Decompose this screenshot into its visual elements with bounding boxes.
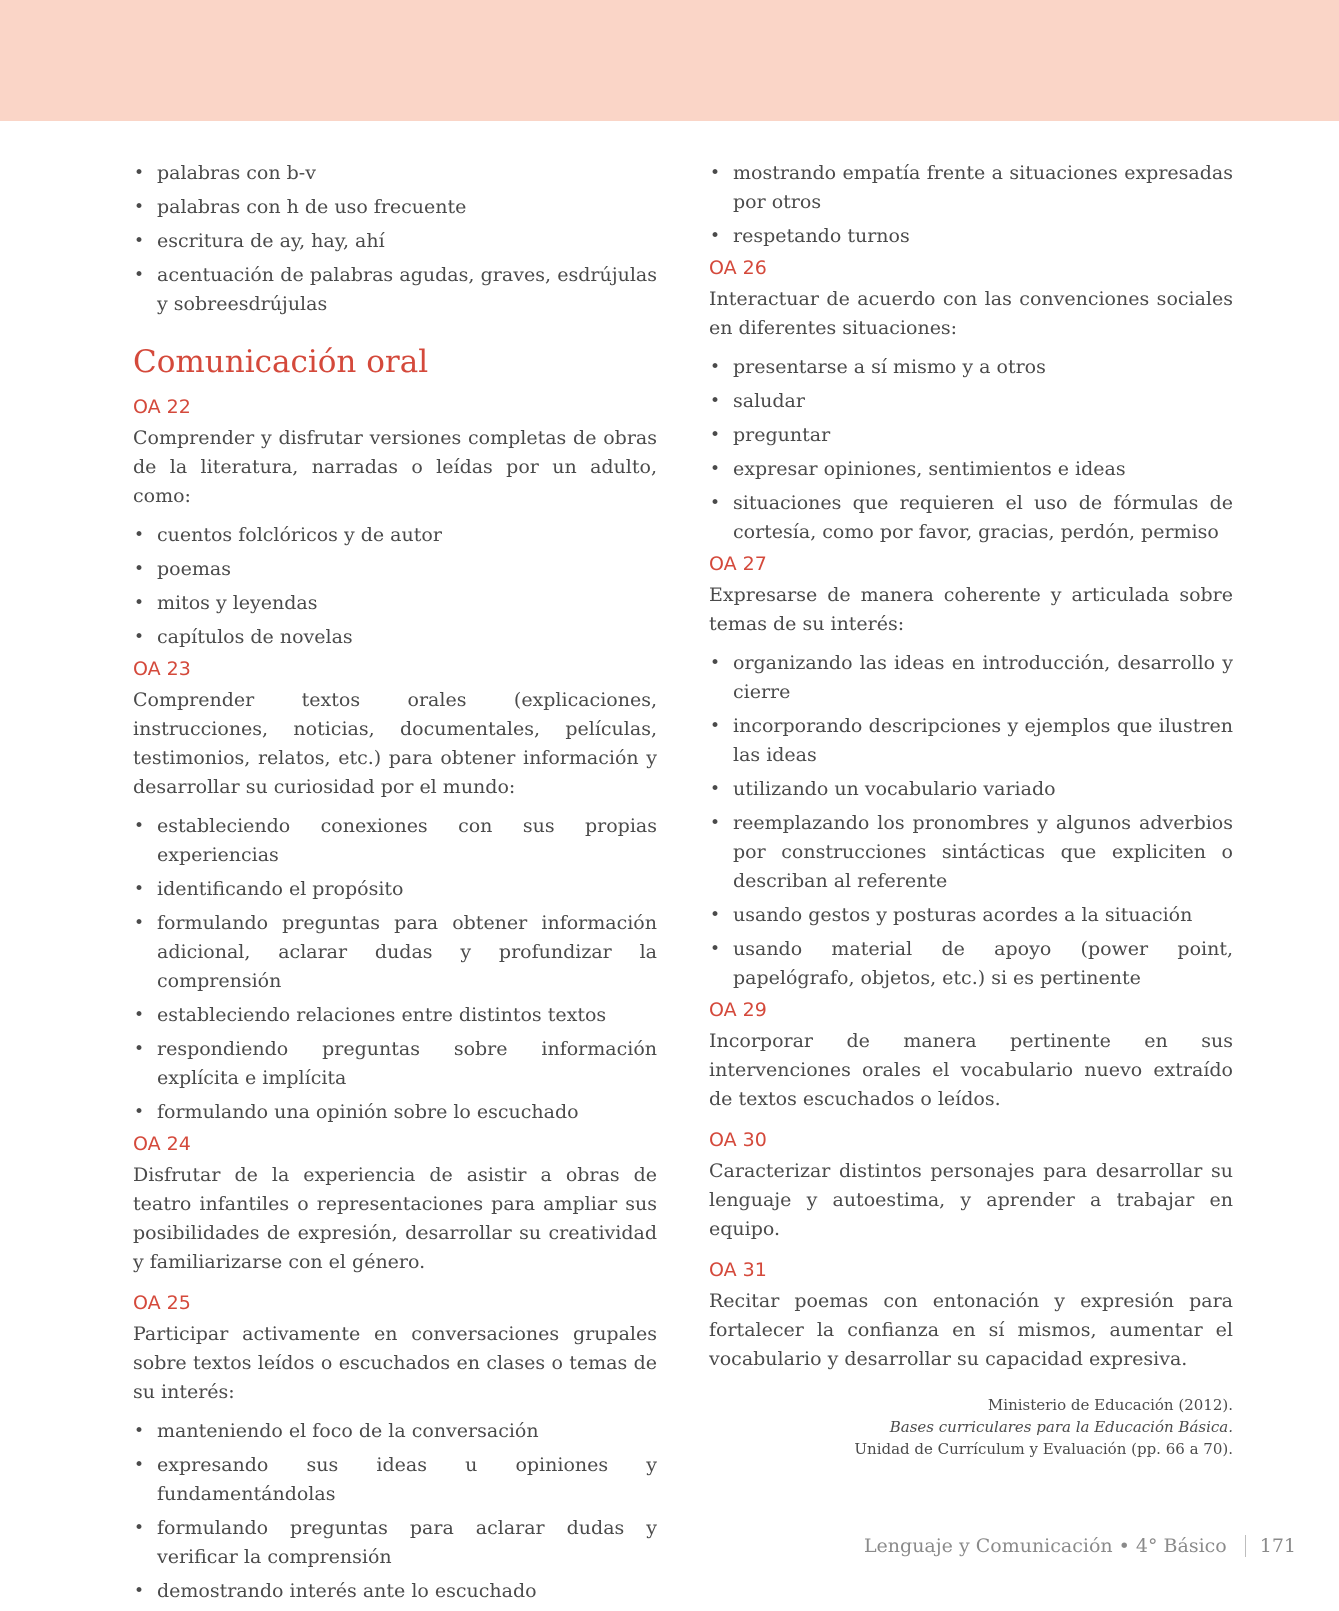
oa-22-code: OA 22 <box>133 396 191 418</box>
citation-author: Ministerio de Educación (2012). <box>987 1396 1233 1414</box>
list-item: • respetando turnos <box>709 222 1233 251</box>
list-item: • formulando preguntas para obtener información adicional, aclarar dudas y profundizar la comprensión <box>133 909 657 996</box>
list-item: • estableciendo relaciones entre distintos textos <box>133 1001 657 1030</box>
list-item: • presentarse a sí mismo y a otros <box>709 353 1233 382</box>
oa-27-list <box>709 649 1233 993</box>
list-item: • usando material de apoyo (power point, papelógrafo, objetos, etc.) si es pertinente <box>709 935 1233 993</box>
list-item: • demostrando interés ante lo escuchado <box>133 1577 657 1606</box>
continued-list <box>709 159 1233 251</box>
list-item: • usando gestos y posturas acordes a la situación <box>709 901 1233 930</box>
list-item: • identificando el propósito <box>133 875 657 904</box>
spelling-list <box>133 159 657 319</box>
oa-24-code: OA 24 <box>133 1133 191 1155</box>
list-item: • estableciendo conexiones con sus propias experiencias <box>133 812 657 870</box>
list-item: • palabras con b-v <box>133 159 657 188</box>
oa-29-text: Incorporar de manera pertinente en sus intervenciones orales el vocabulario nuevo extraído de textos escuchados o leídos. <box>709 1030 1233 1110</box>
oa-30-code: OA 30 <box>709 1129 767 1151</box>
oa-31-code: OA 31 <box>709 1259 767 1281</box>
list-item: • reemplazando los pronombres y algunos adverbios por construcciones sintácticas que expliciten o describan al referente <box>709 809 1233 896</box>
oa-27-code: OA 27 <box>709 553 767 575</box>
oa-26-code: OA 26 <box>709 257 767 279</box>
footer-divider <box>1245 1535 1246 1557</box>
list-item: • respondiendo preguntas sobre información explícita e implícita <box>133 1035 657 1093</box>
right-column <box>709 159 1233 1460</box>
oa-25-list <box>133 1417 657 1606</box>
oa-25-text: Participar activamente en conversaciones grupales sobre textos leídos o escuchados en clases o temas de su interés: <box>133 1323 657 1403</box>
list-item: • mostrando empatía frente a situaciones expresadas por otros <box>709 159 1233 217</box>
citation-title: Bases curriculares para la Educación Básica. <box>889 1418 1233 1436</box>
list-item: • acentuación de palabras agudas, graves, esdrújulas y sobreesdrújulas <box>133 261 657 319</box>
list-item: • manteniendo el foco de la conversación <box>133 1417 657 1446</box>
list-item: • expresando sus ideas u opiniones y fundamentándolas <box>133 1451 657 1509</box>
list-item: • saludar <box>709 387 1233 416</box>
list-item: • organizando las ideas en introducción, desarrollo y cierre <box>709 649 1233 707</box>
list-item: • escritura de ay, hay, ahí <box>133 227 657 256</box>
list-item: • poemas <box>133 555 657 584</box>
list-item: • capítulos de novelas <box>133 623 657 652</box>
header-band <box>0 0 1339 121</box>
oa-30-text: Caracterizar distintos personajes para desarrollar su lenguaje y autoestima, y aprender a trabajar en equipo. <box>709 1160 1233 1240</box>
left-column <box>133 159 657 1611</box>
oa-22-list <box>133 521 657 652</box>
list-item: • formulando una opinión sobre lo escuchado <box>133 1098 657 1127</box>
oa-22-text: Comprender y disfrutar versiones completas de obras de la literatura, narradas o leídas por un adulto, como: <box>133 427 657 507</box>
oa-26-list <box>709 353 1233 547</box>
oa-23-text: Comprender textos orales (explicaciones, instrucciones, noticias, documentales, películas, testimonios, relatos, etc.) para obtener información y desarrollar su curiosidad por el mundo: <box>133 689 657 798</box>
list-item: • incorporando descripciones y ejemplos que ilustren las ideas <box>709 712 1233 770</box>
oa-29-code: OA 29 <box>709 999 767 1021</box>
oa-26-text: Interactuar de acuerdo con las convenciones sociales en diferentes situaciones: <box>709 288 1233 339</box>
citation <box>709 1394 1233 1460</box>
list-item: • expresar opiniones, sentimientos e ideas <box>709 455 1233 484</box>
list-item: • utilizando un vocabulario variado <box>709 775 1233 804</box>
page-footer <box>864 1535 1296 1557</box>
page-number: 171 <box>1259 1535 1296 1557</box>
oa-25-code: OA 25 <box>133 1292 191 1314</box>
footer-subject: Lenguaje y Comunicación • 4° Básico <box>863 1535 1227 1557</box>
list-item: • preguntar <box>709 421 1233 450</box>
list-item: • cuentos folclóricos y de autor <box>133 521 657 550</box>
oa-27-text: Expresarse de manera coherente y articulada sobre temas de su interés: <box>709 584 1233 635</box>
list-item: • palabras con h de uso frecuente <box>133 193 657 222</box>
list-item: • mitos y leyendas <box>133 589 657 618</box>
oa-24-text: Disfrutar de la experiencia de asistir a obras de teatro infantiles o representaciones para ampliar sus posibilidades de expresión, desarrollar su creatividad y familiarizarse con el género. <box>133 1164 657 1273</box>
list-item: • formulando preguntas para aclarar dudas y verificar la comprensión <box>133 1514 657 1572</box>
oa-23-code: OA 23 <box>133 658 191 680</box>
section-title: Comunicación oral <box>133 344 429 380</box>
oa-23-list <box>133 812 657 1127</box>
list-item: • situaciones que requieren el uso de fórmulas de cortesía, como por favor, gracias, perdón, permiso <box>709 489 1233 547</box>
oa-31-text: Recitar poemas con entonación y expresión para fortalecer la confianza en sí mismos, aumentar el vocabulario y desarrollar su capacidad expresiva. <box>709 1290 1233 1370</box>
citation-source: Unidad de Currículum y Evaluación (pp. 66 a 70). <box>854 1440 1233 1458</box>
